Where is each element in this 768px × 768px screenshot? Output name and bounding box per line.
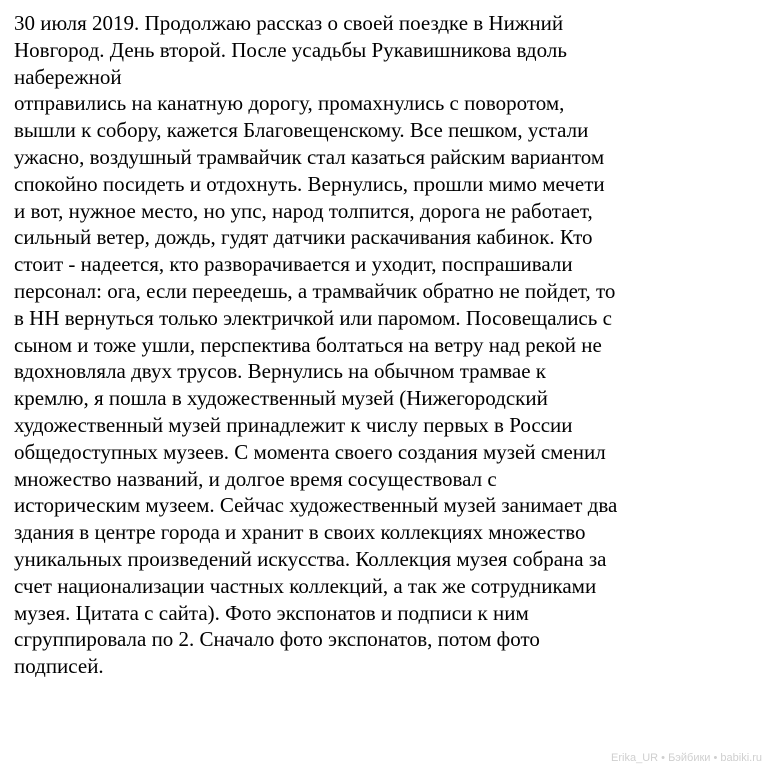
text-line: спокойно посидеть и отдохнуть. Вернулись, прошли мимо мечети bbox=[14, 171, 605, 196]
body-text bbox=[14, 10, 754, 680]
text-line: счет национализации частных коллекций, а так же сотрудниками bbox=[14, 573, 597, 598]
watermark: Erika_UR • Бэйбики • babiki.ru bbox=[611, 752, 762, 764]
text-line: сыном и тоже ушли, перспектива болтаться на ветру над рекой не bbox=[14, 332, 602, 357]
text-line: здания в центре города и хранит в своих коллекциях множество bbox=[14, 520, 586, 545]
text-line: множество названий, и долгое время сосуществовал с bbox=[14, 466, 497, 491]
text-line: стоит - надеется, кто разворачивается и уходит, поспрашивали bbox=[14, 252, 573, 277]
text-line: подписей. bbox=[14, 654, 104, 679]
text-line: персонал: ога, если переедешь, а трамвайчик обратно не пойдет, то bbox=[14, 278, 616, 303]
text-line: художественный музей принадлежит к числу первых в России bbox=[14, 412, 573, 437]
text-line: сильный ветер, дождь, гудят датчики раскачивания кабинок. Кто bbox=[14, 225, 593, 250]
text-line: кремлю, я пошла в художественный музей (Нижегородский bbox=[14, 386, 548, 411]
text-line: в НН вернуться только электричкой или паромом. Посовещались с bbox=[14, 305, 612, 330]
text-line: набережной bbox=[14, 64, 122, 89]
text-line: уникальных произведений искусства. Коллекция музея собрана за bbox=[14, 546, 607, 571]
text-line: Новгород. День второй. После усадьбы Рукавишникова вдоль bbox=[14, 37, 567, 62]
text-line: ужасно, воздушный трамвайчик стал казаться райским вариантом bbox=[14, 144, 605, 169]
text-line: вдохновляла двух трусов. Вернулись на обычном трамвае к bbox=[14, 359, 546, 384]
text-line: отправились на канатную дорогу, промахнулись с поворотом, bbox=[14, 91, 565, 116]
text-line: и вот, нужное место, но упс, народ толпится, дорога не работает, bbox=[14, 198, 593, 223]
text-line: 30 июля 2019. Продолжаю рассказ о своей поездке в Нижний bbox=[14, 11, 564, 35]
text-line: историческим музеем. Сейчас художественный музей занимает два bbox=[14, 493, 618, 518]
text-line: общедоступных музеев. С момента своего создания музей сменил bbox=[14, 439, 606, 464]
text-line: музея. Цитата с сайта). Фото экспонатов и подписи к ним bbox=[14, 600, 529, 625]
text-line: вышли к собору, кажется Благовещенскому. Все пешком, устали bbox=[14, 118, 589, 143]
text-line: сгруппировала по 2. Сначало фото экспонатов, потом фото bbox=[14, 627, 540, 652]
